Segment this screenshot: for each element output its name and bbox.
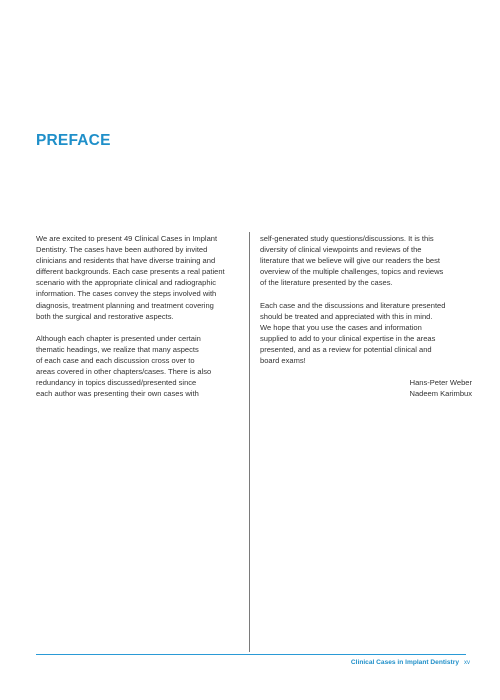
text-line: areas covered in other chapters/cases. There is also [36,367,212,377]
paragraph [260,300,472,367]
text-line: presented, and as a review for potential clinical and [260,344,432,354]
text-line: literature that we believe will give our readers the best [260,256,440,266]
author-name: Nadeem Karimbux [409,389,472,399]
text-line: diversity of clinical viewpoints and reviews of the [260,245,422,255]
page-number: xv [464,660,470,666]
text-line: different backgrounds. Each case presents a real patient [36,267,225,277]
page-title: PREFACE [36,132,111,149]
text-line: thematic headings, we realize that many aspects [36,344,199,354]
text-line: should be treated and appreciated with this in mind. [260,311,433,321]
text-line: Although each chapter is presented under certain [36,333,201,343]
left-column [36,233,248,411]
text-line: board exams! [260,356,306,366]
page-footer [351,658,470,668]
text-line: each author was presenting their own cases with [36,389,199,399]
text-line: of the literature presented by the cases. [260,278,393,288]
text-line: Dentistry. The cases have been authored by invited [36,245,208,255]
paragraph [36,233,248,322]
paragraph [260,233,472,288]
text-line: supplied to add to your clinical expertise in the areas [260,333,436,343]
text-line: redundancy in topics discussed/presented since [36,378,197,388]
text-line: information. The cases convey the steps involved with [36,289,217,299]
footer-book-title: Clinical Cases in Implant Dentistry [350,659,459,666]
text-line: self-generated study questions/discussions. It is this [260,234,434,243]
text-line: Each case and the discussions and literature presented [260,300,446,310]
text-line: both the surgical and restorative aspects. [36,311,174,321]
text-line: We are excited to present 49 Clinical Cases in Implant [36,234,218,243]
author-signatures [260,377,472,399]
column-divider [249,232,250,652]
author-name: Hans-Peter Weber [409,378,472,388]
text-line: clinicians and residents that have diverse training and [36,256,216,266]
right-column [260,233,472,399]
footer-rule [36,654,466,655]
text-line: We hope that you use the cases and information [260,322,422,332]
text-line: scenario with the appropriate clinical and radiographic [36,278,216,288]
text-line: diagnosis, treatment planning and treatment covering [36,300,214,310]
text-line: overview of the multiple challenges, topics and reviews [260,267,444,277]
text-line: of each case and each discussion cross over to [36,356,195,366]
paragraph [36,333,248,400]
